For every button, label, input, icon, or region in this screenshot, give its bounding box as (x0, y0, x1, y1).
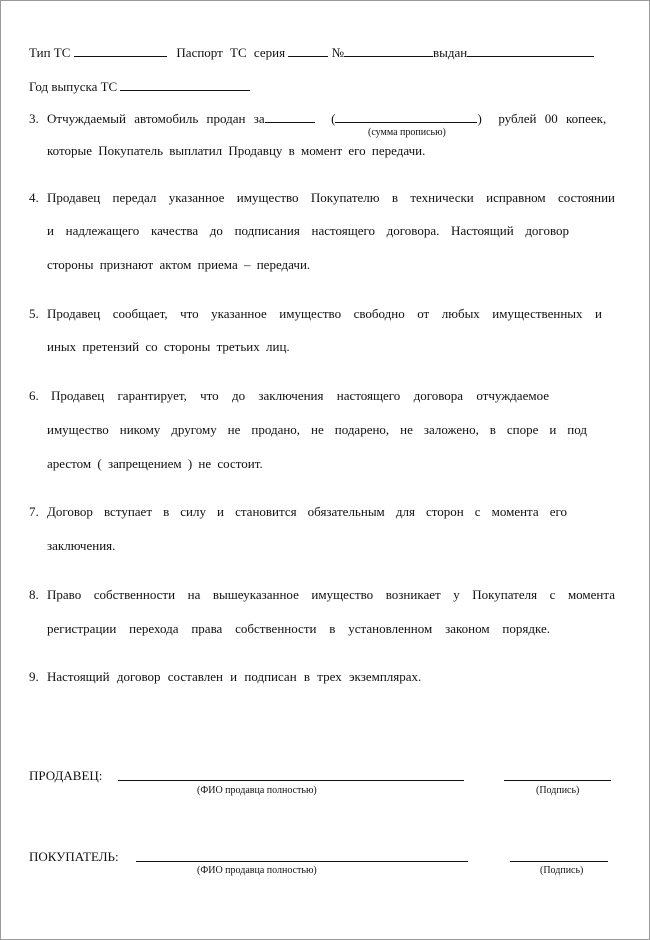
sum-hint: (сумма прописью) (368, 127, 446, 138)
issued-by-field[interactable] (467, 45, 594, 57)
seller-signature-field[interactable] (504, 780, 611, 781)
passport-series-field[interactable] (288, 45, 328, 57)
item-line: Право собственности на вышеуказанное имущество возникает у Покупателя с момента (47, 587, 615, 602)
passport-label: Паспорт ТС серия (176, 45, 286, 60)
number-sign: № (331, 45, 344, 60)
item-line: регистрации перехода права собственности в установленном законом порядке. (47, 621, 550, 636)
passport-number-field[interactable] (344, 45, 433, 57)
vehicle-type-field[interactable] (74, 45, 167, 57)
item-line: Договор вступает в силу и становится обязательным для сторон с момента его (47, 504, 567, 519)
item-line: имущество никому другому не продано, не подарено, не заложено, в споре и под (47, 422, 587, 437)
item-number: 4. (29, 190, 39, 205)
item-number: 5. (29, 306, 39, 321)
item-number: 9. (29, 669, 39, 684)
vehicle-info-line (29, 45, 594, 61)
buyer-signature-field[interactable] (510, 861, 608, 862)
item3-text1: Отчуждаемый автомобиль продан за (47, 111, 265, 126)
item3-text2: рублей 00 копеек, (498, 111, 607, 126)
price-words-field[interactable] (335, 111, 477, 123)
price-digits-field[interactable] (265, 111, 315, 123)
item-line: Продавец гарантирует, что до заключения настоящего договора отчуждаемое (51, 388, 549, 403)
year-label: Год выпуска ТС (29, 79, 118, 94)
issued-label: выдан (432, 45, 468, 60)
item-line: Продавец сообщает, что указанное имущество свободно от любых имущественных и (47, 306, 602, 321)
item3-line1: Отчуждаемый автомобиль продан за ( ) рублей 00 копеек, (47, 111, 607, 126)
item-number: 6. (29, 388, 39, 403)
year-line (29, 79, 250, 95)
buyer-signature-hint: (Подпись) (540, 865, 584, 876)
item-line: и надлежащего качества до подписания настоящего договора. Настоящий договор (47, 223, 569, 238)
buyer-name-field[interactable] (136, 861, 468, 862)
item-line: Настоящий договор составлен и подписан в трех экземплярах. (47, 669, 422, 684)
seller-name-field[interactable] (118, 780, 464, 781)
item-line: Продавец передал указанное имущество Покупателю в технически исправном состоянии (47, 190, 615, 205)
buyer-label: ПОКУПАТЕЛЬ: (29, 849, 119, 864)
item-line: стороны признают актом приема – передачи. (47, 257, 311, 272)
item-line: иных претензий со стороны третьих лиц. (47, 339, 290, 354)
vehicle-type-label: Тип ТС (29, 45, 71, 60)
item3-line2: которые Покупатель выплатил Продавцу в момент его передачи. (47, 143, 426, 158)
item-line: арестом ( запрещением ) не состоит. (47, 456, 263, 471)
item-number: 7. (29, 504, 39, 519)
seller-signature-hint: (Подпись) (536, 785, 580, 796)
seller-label: ПРОДАВЕЦ: (29, 768, 103, 783)
item-line: заключения. (47, 538, 116, 553)
year-field[interactable] (120, 79, 250, 91)
seller-name-hint: (ФИО продавца полностью) (197, 785, 317, 796)
buyer-name-hint: (ФИО продавца полностью) (197, 865, 317, 876)
item-number: 8. (29, 587, 39, 602)
item-number: 3. (29, 111, 39, 126)
